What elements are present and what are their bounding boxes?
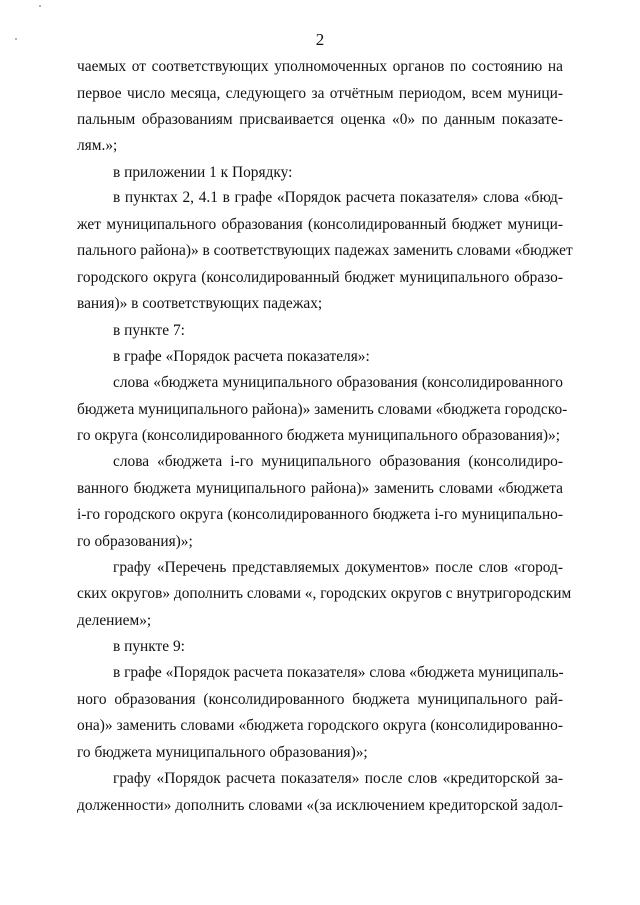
scan-speck [39,5,41,7]
text-line: вания)» в соответствующих падежах; [77,295,323,312]
text-line: она)» заменить словами «бюджета городского округа (консолидированно- [77,717,563,734]
text-line: городского округа (консолидированный бюджет муниципального образо- [77,269,563,286]
text-line: в графе «Порядок расчета показателя» слова «бюджета муниципаль- [113,664,564,681]
text-line: первое число месяца, следующего за отчётным периодом, всем муници- [77,85,563,102]
text-line: пального района)» в соответствующих падежах заменить словами «бюджет [77,242,573,259]
text-line: в приложении 1 к Порядку: [113,164,293,181]
text-line: в пункте 7: [113,322,185,339]
page-number: 2 [315,30,325,49]
text-line: го бюджета муниципального образования)»; [77,744,368,761]
text-line: ванного бюджета муниципального района)» заменить словами «бюджета [77,480,563,497]
text-line: слова «бюджета муниципального образования (консолидированного [113,374,563,391]
text-line: пальным образованиям присваивается оценка «0» по данным показате- [77,111,563,128]
text-line: слова «бюджета i-го муниципального образования (консолидиро- [113,453,563,470]
text-line: чаемых от соответствующих уполномоченных органов по состоянию на [77,58,563,75]
text-line: графу «Порядок расчета показателя» после слов «кредиторской за- [113,770,563,787]
text-line: лям.»; [77,137,118,154]
text-line: в пунктах 2, 4.1 в графе «Порядок расчета показателя» слова «бюд- [113,189,563,206]
text-line: делением»; [77,612,152,629]
text-line: графу «Перечень представляемых документов» после слов «город- [113,559,563,576]
text-line: жет муниципального образования (консолидированный бюджет муници- [77,216,563,233]
text-line: бюджета муниципального района)» заменить словами «бюджета городско- [77,401,568,418]
text-line: го образования)»; [77,533,193,550]
text-line: в графе «Порядок расчета показателя»: [113,348,370,365]
text-line: ного образования (консолидированного бюджета муниципального рай- [77,691,563,708]
text-line: го округа (консолидированного бюджета муниципального образования)»; [77,427,561,444]
text-line: в пункте 9: [113,638,185,655]
text-line: i-го городского округа (консолидированного бюджета i-го муниципально- [77,506,563,523]
text-line: ских округов» дополнить словами «, городских округов с внутригородским [77,585,572,602]
text-line: долженности» дополнить словами «(за исключением кредиторской задол- [77,797,563,814]
